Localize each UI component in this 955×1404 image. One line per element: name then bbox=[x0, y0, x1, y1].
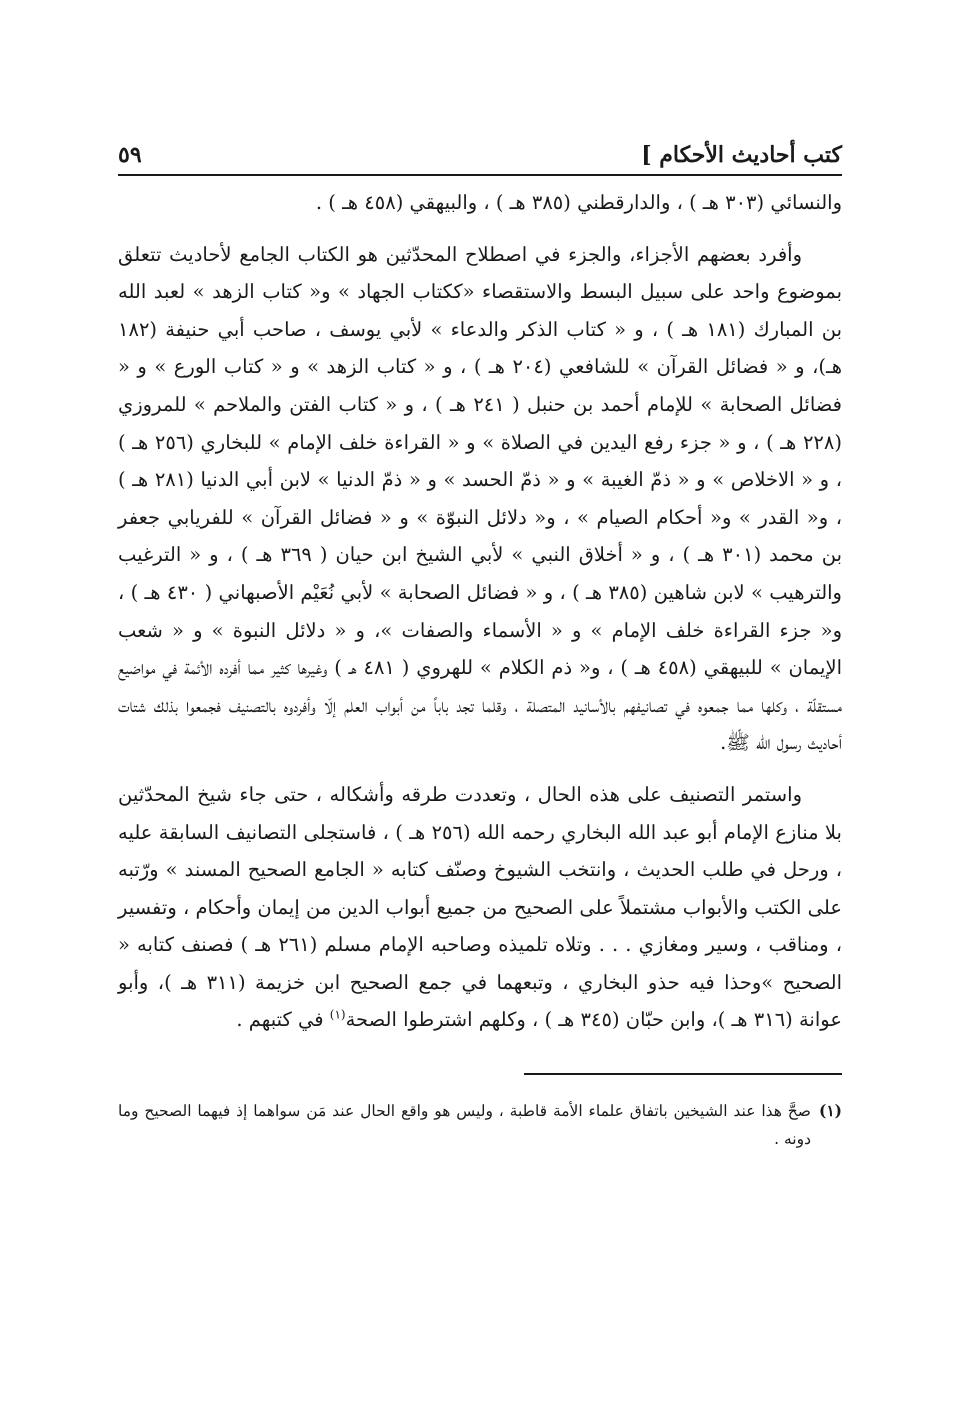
footnote-separator bbox=[524, 1073, 842, 1075]
header-rule bbox=[118, 174, 842, 176]
footnote-separator-wrap bbox=[118, 1053, 842, 1075]
footnote-reference: (١) bbox=[329, 1007, 346, 1022]
paragraph-bukhari-sahih bbox=[118, 776, 842, 1039]
body-text bbox=[118, 184, 842, 1039]
paragraph-text: واستمر التصنيف على هذه الحال ، وتعددت طرقه وأشكاله ، حتى جاء شيخ المحدّثين بلا منازع الإمام أبو عبد الله البخاري رحمه الله (٢٥٦ هـ ) ، فاستجلى التصانيف السابقة عليه ، ورحل في طلب الحديث ، وانتخب الشيوخ وصنّف كتابه « الجامع الصحيح المسند » ورّتبه على الكتب والأبواب مشتملاً على الصحيح من جميع أبواب الدين من إيمان وأحكام ، وتفسير ، ومناقب ، وسير ومغازي . . . وتلاه تلميذه وصاحبه الإمام مسلم (٢٦١ هـ ) فصنف كتابه « الصحيح »وحذا فيه حذو البخاري ، وتبعهما في جمع الصحيح ابن خزيمة (٣١١ هـ )، وأبو عوانة (٣١٦ هـ )، وابن حبّان (٣٤٥ هـ ) ، وكلهم اشترطوا الصحة bbox=[118, 782, 842, 1032]
page-number: ٥٩ bbox=[118, 142, 142, 168]
footnote-number: (١) bbox=[818, 1101, 842, 1121]
book-page bbox=[118, 128, 842, 1288]
footnotes bbox=[118, 1097, 842, 1153]
paragraph-text-end: في كتبهم . bbox=[236, 1008, 330, 1032]
paragraph-continuation: والنسائي (٣٠٣ هـ ) ، والدارقطني (٣٨٥ هـ ) ، والبيهقي (٤٥٨ هـ ) . bbox=[315, 191, 842, 214]
paragraph-juz-collections: وأفرد بعضهم الأجزاء، والجزء في اصطلاح المحدّثين هو الكتاب الجامع لأحاديث تتعلق بموضوع واحد على سبيل البسط والاستقصاء «ككتاب الجهاد » و« كتاب الزهد » لعبد الله بن المبارك (١٨١ هـ ) ، و « كتاب الذكر والدعاء » لأبي يوسف ، صاحب أبي حنيفة (١٨٢ هـ)، و « فضائل القرآن » للشافعي (٢٠٤ هـ ) ، و « كتاب الزهد » و « كتاب الورع » و « فضائل الصحابة » للإمام أحمد بن حنبل ( ٢٤١ هـ ) ، و « كتاب الفتن والملاحم » للمروزي (٢٢٨ هـ ) ، و « جزء رفع اليدين في الصلاة » و « القراءة خلف الإمام » للبخاري (٢٥٦ هـ ) ، و « الاخلاص » و « ذمّ الغيبة » و « ذمّ الحسد » و « ذمّ الدنيا » لابن أبي الدنيا (٢٨١ هـ ) ، و« القدر » و« أحكام الصيام » ، و« دلائل النبوّة » و « فضائل القرآن » للفريابي جعفر بن محمد (٣٠١ هـ ) ، و « أخلاق النبي » لأبي الشيخ ابن حيان ( ٣٦٩ هـ ) ، و « الترغيب والترهيب » لابن شاهين (٣٨٥ هـ ) ، و « فضائل الصحابة » لأبي نُعَيْم الأصبهاني ( ٤٣٠ هـ ) ، و« جزء القراءة خلف الإمام » و « الأسماء والصفات »، و « دلائل النبوة » و « شعب الإيمان » للبيهقي (٤٥٨ هـ ) ، و« ذم الكلام » للهروي ( ٤٨١ هـ ) وغيرها كثير مما أفرده الأئمة في مواضيع مستقلّة ، وكلها مما جمعوه في تصانيفهم بالأسانيد المتصلة ، وقلما تجد باباً من أبواب العلم إلّا وأفردوه بالتصنيف فجمعوا بذلك شتات أحاديث رسول الله ﷺ. bbox=[118, 242, 842, 755]
running-header bbox=[118, 128, 842, 168]
running-title: كتب أحاديث الأحكام ] bbox=[641, 142, 842, 168]
footnote bbox=[118, 1097, 842, 1153]
footnote-text: صحَّ هذا عند الشيخين باتفاق علماء الأمة قاطبة ، وليس هو واقع الحال عند مَن سواهما إذ فيهما الصحيح وما دونه . bbox=[118, 1102, 811, 1149]
